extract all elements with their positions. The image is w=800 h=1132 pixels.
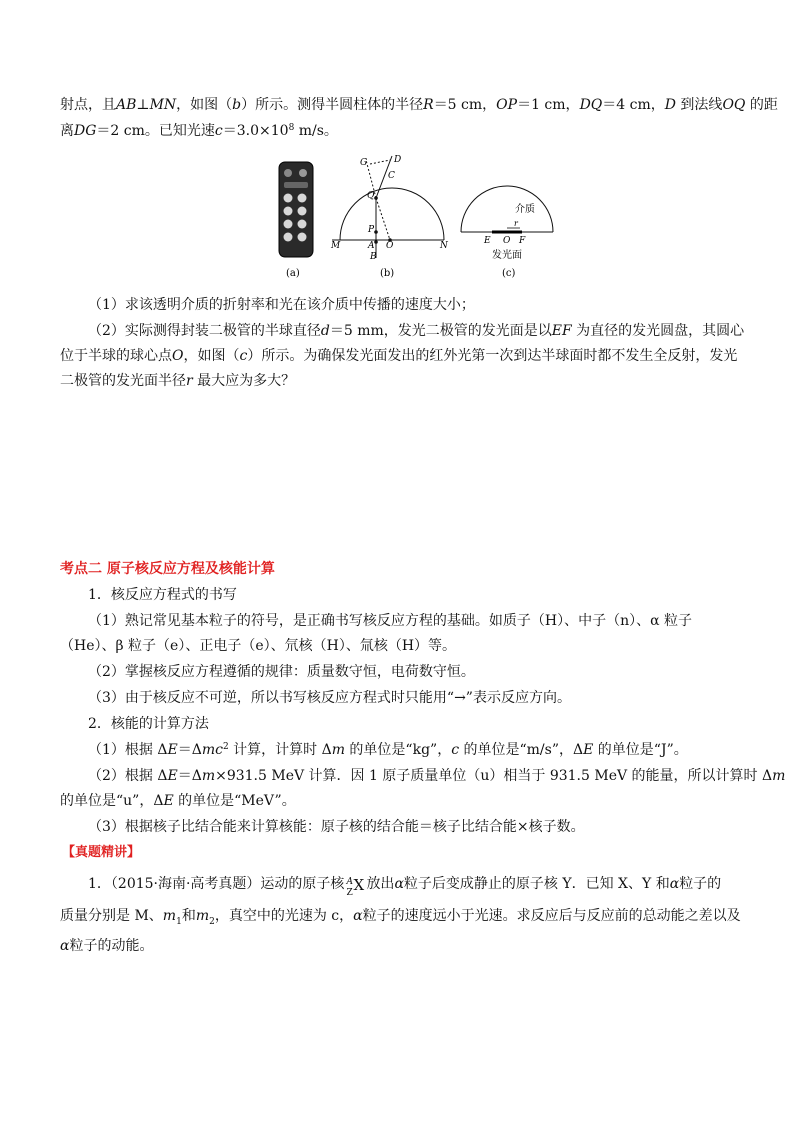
subscript: 1 (176, 916, 182, 927)
var-m: m (772, 768, 786, 784)
var-m1: m (162, 908, 177, 924)
text: 放出 (366, 876, 395, 892)
text: 和 (181, 908, 196, 924)
section-item-2-1 (88, 740, 688, 760)
alpha-symbol: α (60, 938, 70, 954)
text: 的单位是“m/s”，Δ (459, 742, 584, 758)
text: （1）根据 Δ (88, 742, 168, 758)
text: ）所示。测得半圆柱体的半径 (241, 97, 424, 113)
text: ，真空中的光速为 c， (214, 908, 354, 924)
var-m: m (331, 742, 345, 758)
exam-question-line-1 (88, 874, 722, 898)
perp-symbol: ⊥ (136, 97, 150, 113)
text: 的单位是“J”。 (593, 742, 688, 758)
text: 的单位是“kg”， (344, 742, 452, 758)
exam-question-line-3 (60, 936, 153, 956)
var-e: E (167, 742, 178, 758)
text: （2）实际测得封装二极管的半球直径 (88, 323, 321, 339)
var-m2: m (195, 908, 210, 924)
label-e: E (484, 236, 491, 246)
text: ，如图（ (176, 97, 233, 113)
section-item-1-3: （3）由于核反应不可逆，所以书写核反应方程式时只能用“→”表示反应方向。 (88, 690, 571, 706)
nuclide-symbol (344, 874, 366, 898)
var-e: E (167, 768, 178, 784)
figure-c (461, 186, 553, 232)
text: ＝3.0×10 (222, 123, 289, 139)
text: 到法线 (675, 97, 723, 113)
var-r: R (423, 97, 434, 113)
section-item-2-2 (88, 766, 785, 786)
question-2-line-2 (60, 346, 737, 366)
caption-c: (c) (502, 268, 516, 279)
question-2-line-3 (60, 371, 295, 391)
label-p: P (368, 225, 375, 235)
question-1: （1）求该透明介质的折射率和光在该介质中传播的速度大小； (88, 297, 475, 313)
text: 质量分别是 M、 (60, 908, 163, 924)
var-e: E (583, 742, 594, 758)
label-d: D (394, 155, 402, 165)
alpha-symbol: α (353, 908, 363, 924)
fig-ref: c (239, 348, 248, 364)
var-m: m (201, 768, 216, 784)
var-c: c (214, 123, 223, 139)
exponent: 2 (222, 742, 229, 752)
subscript: 2 (209, 916, 215, 927)
element-symbol: X (353, 876, 365, 894)
text: 为直径的发光圆盘，其圆心 (571, 323, 745, 339)
text: ，如图（ (183, 348, 240, 364)
label-g: G (360, 158, 368, 168)
var-dg: DG (74, 123, 97, 139)
section-item-1-1b: （He）、β 粒子（e）、正电子（e）、氘核（H）、氚核（H）等。 (60, 638, 457, 654)
question-2-line-1 (88, 321, 744, 341)
figure-a-remote (279, 162, 313, 257)
intro-line-1 (60, 95, 778, 115)
text: ）所示。为确保发光面发出的红外光第一次到达半球面时都不发生全反射，发光 (247, 348, 738, 364)
label-f: F (519, 236, 526, 246)
text: 1．（2015·海南·高考真题）运动的原子核 (88, 876, 345, 892)
label-o-c: O (503, 236, 511, 246)
text: 粒子的动能。 (69, 938, 154, 954)
intro-line-2 (60, 121, 338, 141)
label-o: O (386, 241, 394, 251)
caption-b: (b) (380, 268, 395, 279)
var-r: r (186, 373, 193, 389)
section-item-1: 1．核反应方程式的书写 (88, 587, 237, 603)
exam-question-line-2 (60, 906, 741, 932)
text: ＝1 cm， (517, 97, 580, 113)
text: 的单位是“u”，Δ (60, 793, 164, 809)
section-item-1-1: （1）熟记常见基本粒子的符号，是正确书写核反应方程的基础。如质子（H）、中子（n）、α 粒子 (88, 613, 693, 629)
text: 射点，且 (60, 97, 116, 113)
text: ＝4 cm， (602, 97, 665, 113)
mass-number: A (346, 877, 353, 887)
var-d: D (664, 97, 676, 113)
text: ＝Δ (177, 742, 202, 758)
section-item-2: 2．核能的计算方法 (88, 716, 209, 732)
label-q: Q (367, 191, 375, 201)
var-ab: AB (116, 97, 137, 113)
alpha-symbol: α (669, 876, 680, 892)
var-o: O (172, 348, 184, 364)
label-n: N (440, 241, 448, 251)
section-item-2-3: （3）根据核子比结合能来计算核能：原子核的结合能＝核子比结合能×核子数。 (88, 819, 585, 835)
alpha-symbol: α (394, 876, 404, 892)
var-ef: EF (551, 323, 572, 339)
text: 的单位是“MeV”。 (173, 793, 296, 809)
fig-ref: b (232, 97, 242, 113)
var-e: E (163, 793, 174, 809)
text: ＝2 cm。已知光速 (96, 123, 215, 139)
exam-tag: 【真题精讲】 (62, 845, 141, 860)
var-mc: mc (201, 742, 223, 758)
text: ＝5 cm， (433, 97, 497, 113)
label-b: B (370, 252, 377, 262)
var-oq: OQ (722, 97, 746, 113)
section-title: 考点二 原子核反应方程及核能计算 (60, 561, 275, 577)
figure-group (270, 150, 570, 285)
section-item-2-2b (60, 791, 296, 811)
atomic-number: Z (346, 888, 353, 898)
text: （2）根据 Δ (88, 768, 168, 784)
text: 粒子的速度远小于光速。求反应后与反应前的总动能之差以及 (362, 908, 741, 924)
label-surface: 发光面 (492, 250, 522, 261)
text: 最大应为多大？ (192, 373, 296, 389)
text: ＝Δ (177, 768, 202, 784)
var-op: OP (496, 97, 518, 113)
text: 离 (60, 123, 74, 139)
label-medium: 介质 (515, 204, 535, 215)
var-dq: DQ (579, 97, 603, 113)
text: ＝5 mm，发光二极管的发光面是以 (329, 323, 552, 339)
text: 粒子的 (679, 876, 722, 892)
text: 二极管的发光面半径 (60, 373, 186, 389)
caption-a: (a) (286, 268, 300, 279)
text: 的距 (745, 97, 778, 113)
var-mn: MN (149, 97, 177, 113)
label-a: A (368, 241, 375, 251)
text: m/s。 (294, 123, 338, 139)
text: ×931.5 MeV 计算．因 1 原子质量单位（u）相当于 931.5 MeV 的能量，所以计算时 Δ (215, 768, 773, 784)
label-c: C (388, 171, 395, 181)
text: 位于半球的球心点 (60, 348, 172, 364)
text: 计算，计算时 Δ (228, 742, 332, 758)
section-item-1-2: （2）掌握核反应方程遵循的规律：质量数守恒，电荷数守恒。 (88, 664, 475, 680)
var-d: d (320, 323, 330, 339)
label-r: r (514, 219, 518, 228)
var-c: c (451, 742, 460, 758)
text: 粒子后变成静止的原子核 Y．已知 X、Y 和 (403, 876, 670, 892)
label-m: M (331, 241, 341, 251)
exponent: 8 (288, 123, 295, 133)
